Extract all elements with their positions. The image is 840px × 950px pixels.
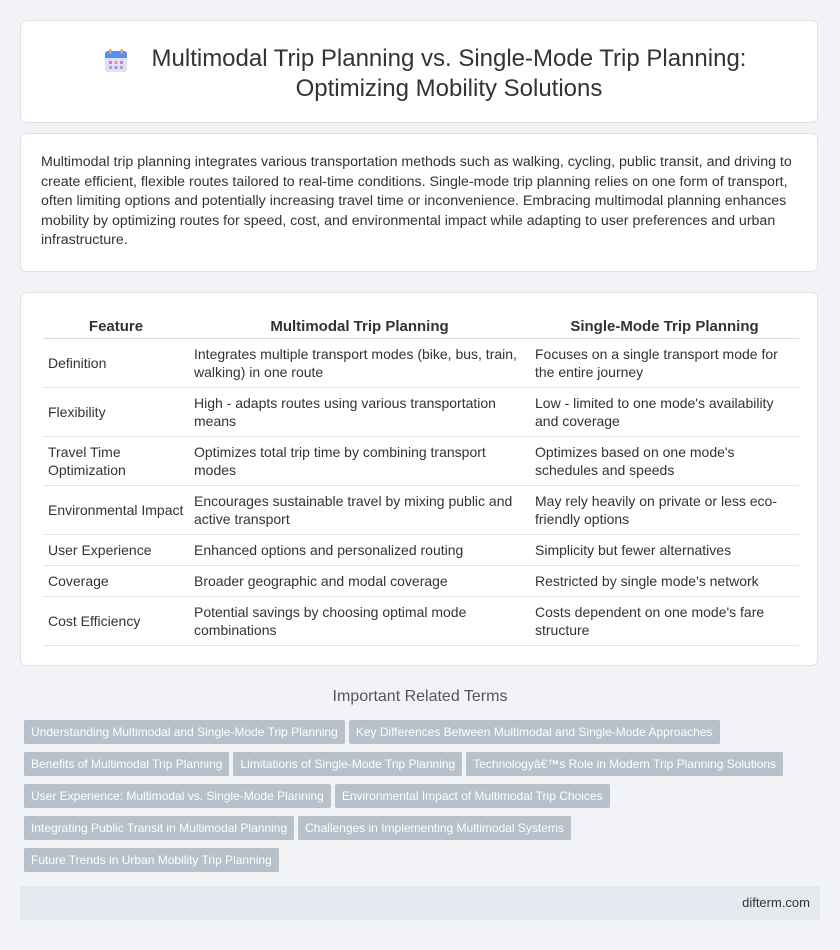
- page-title: [141, 44, 757, 104]
- related-terms-list: [24, 720, 804, 880]
- calendar-icon: [103, 48, 131, 74]
- multimodal-cell: Encourages sustainable travel by mixing public and active transport: [189, 486, 530, 535]
- related-terms-heading: Important Related Terms: [332, 688, 508, 705]
- single-mode-cell: Focuses on a single transport mode for the entire journey: [530, 339, 799, 388]
- table-row: [43, 597, 799, 646]
- intro-paragraph: Multimodal trip planning integrates various transportation methods such as walking, cycling, public transit, and driving to create efficient, flexible routes tailored to real-time conditions. Single-mode trip planning relies on one form of transport, often limiting options and potentially increasing travel time or inconvenience. Embracing multimodal planning enhances mobility by optimizing routes for speed, cost, and environmental impact while adapting to user preferences and urban infrastructure.: [41, 154, 792, 249]
- single-mode-cell: Restricted by single mode's network: [530, 566, 799, 597]
- multimodal-cell: Integrates multiple transport modes (bike, bus, train, walking) in one route: [189, 339, 530, 388]
- table-row: [43, 566, 799, 597]
- table-row: [43, 339, 799, 388]
- table-header-row: [43, 314, 799, 339]
- comparison-card: [20, 292, 818, 666]
- title-card: [20, 20, 818, 123]
- multimodal-cell: Optimizes total trip time by combining transport modes: [189, 437, 530, 486]
- table-row: [43, 535, 799, 566]
- related-term-tag[interactable]: Integrating Public Transit in Multimodal Planning: [24, 816, 294, 840]
- single-mode-cell: Optimizes based on one mode's schedules and speeds: [530, 437, 799, 486]
- feature-cell: Travel Time Optimization: [43, 437, 189, 486]
- feature-cell: Definition: [43, 339, 189, 388]
- related-term-tag[interactable]: Future Trends in Urban Mobility Trip Planning: [24, 848, 279, 872]
- intro-card: [20, 133, 818, 272]
- single-mode-cell: Costs dependent on one mode's fare structure: [530, 597, 799, 646]
- related-term-tag[interactable]: Environmental Impact of Multimodal Trip Choices: [335, 784, 610, 808]
- multimodal-cell: Broader geographic and modal coverage: [189, 566, 530, 597]
- footer: [20, 886, 820, 920]
- multimodal-cell: Potential savings by choosing optimal mode combinations: [189, 597, 530, 646]
- table-row: [43, 388, 799, 437]
- single-mode-cell: Simplicity but fewer alternatives: [530, 535, 799, 566]
- related-term-tag[interactable]: Challenges in Implementing Multimodal Systems: [298, 816, 571, 840]
- table-row: [43, 437, 799, 486]
- single-mode-cell: Low - limited to one mode's availability and coverage: [530, 388, 799, 437]
- feature-cell: Flexibility: [43, 388, 189, 437]
- table-row: [43, 486, 799, 535]
- related-term-tag[interactable]: Understanding Multimodal and Single-Mode Trip Planning: [24, 720, 345, 744]
- single-mode-cell: May rely heavily on private or less eco-friendly options: [530, 486, 799, 535]
- related-term-tag[interactable]: Benefits of Multimodal Trip Planning: [24, 752, 229, 776]
- multimodal-cell: High - adapts routes using various transportation means: [189, 388, 530, 437]
- related-term-tag[interactable]: Limitations of Single-Mode Trip Planning: [233, 752, 462, 776]
- header-single-mode: Single-Mode Trip Planning: [530, 314, 799, 339]
- site-link[interactable]: difterm.com: [742, 895, 810, 910]
- related-term-tag[interactable]: User Experience: Multimodal vs. Single-Mode Planning: [24, 784, 331, 808]
- page-title-line1: Multimodal Trip Planning vs. Single-Mode Trip Planning:: [151, 45, 747, 72]
- multimodal-cell: Enhanced options and personalized routing: [189, 535, 530, 566]
- feature-cell: Cost Efficiency: [43, 597, 189, 646]
- feature-cell: User Experience: [43, 535, 189, 566]
- feature-cell: Environmental Impact: [43, 486, 189, 535]
- related-term-tag[interactable]: Technologyâ€™s Role in Modern Trip Planning Solutions: [466, 752, 783, 776]
- feature-cell: Coverage: [43, 566, 189, 597]
- header-multimodal: Multimodal Trip Planning: [189, 314, 530, 339]
- related-term-tag[interactable]: Key Differences Between Multimodal and Single-Mode Approaches: [349, 720, 720, 744]
- page-title-line2: Optimizing Mobility Solutions: [295, 75, 603, 102]
- comparison-table: [43, 314, 799, 646]
- header-feature: Feature: [43, 314, 189, 339]
